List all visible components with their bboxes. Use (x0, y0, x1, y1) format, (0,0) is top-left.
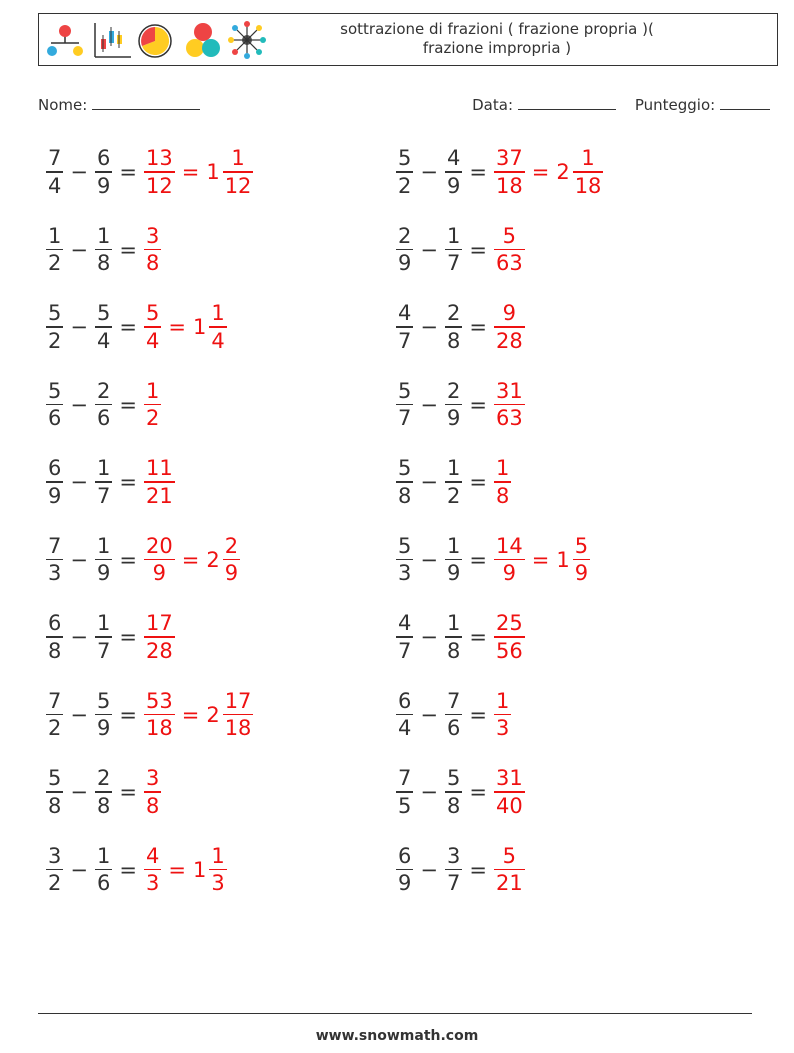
title-line-2: frazione impropria ) (422, 39, 572, 57)
first-denominator: 8 (398, 483, 412, 508)
second-denominator: 8 (96, 251, 111, 276)
minus-sign: − (70, 702, 88, 727)
network-icon (228, 21, 266, 59)
answer-fraction (494, 223, 525, 277)
answer-numerator: 3 (145, 766, 160, 791)
second-denominator: 8 (446, 793, 461, 818)
second-denominator: 9 (446, 406, 461, 431)
first-denominator: 9 (48, 483, 62, 508)
first-numerator: 5 (398, 456, 412, 481)
mixed-numerator: 17 (224, 688, 252, 713)
equals-sign: = (469, 160, 487, 184)
answer-denominator: 28 (495, 328, 523, 353)
first-fraction (396, 145, 413, 199)
second-numerator: 1 (446, 533, 461, 558)
equals-sign: = (469, 315, 487, 339)
score-label: Punteggio: (634, 96, 716, 114)
first-denominator: 5 (398, 793, 412, 818)
second-fraction (95, 455, 112, 509)
problem-item (394, 295, 527, 359)
equals-sign: = (531, 160, 550, 184)
mixed-numerator: 1 (211, 301, 225, 326)
minus-sign: − (70, 857, 88, 882)
second-denominator: 9 (96, 173, 111, 198)
second-numerator: 7 (446, 688, 461, 713)
minus-sign: − (70, 315, 88, 339)
minus-sign: − (420, 702, 438, 727)
second-fraction (445, 300, 462, 354)
second-denominator: 8 (96, 793, 111, 818)
answer-fraction (494, 300, 525, 354)
second-numerator: 2 (96, 766, 111, 791)
first-fraction (46, 688, 63, 742)
mixed-numerator: 1 (231, 146, 245, 171)
first-denominator: 2 (48, 716, 62, 741)
answer-fraction (494, 378, 525, 432)
minus-sign: − (420, 857, 438, 882)
second-fraction (445, 223, 462, 277)
second-numerator: 3 (446, 843, 461, 868)
answer-denominator: 56 (495, 638, 523, 663)
answer-fraction (144, 843, 161, 897)
equals-sign: = (469, 547, 487, 572)
math-logos (43, 19, 283, 61)
equals-sign: = (119, 780, 137, 804)
problem-item (44, 295, 229, 359)
mixed-denominator: 3 (211, 871, 225, 896)
second-fraction (95, 300, 112, 354)
equals-sign: = (168, 857, 186, 882)
mixed-fraction (573, 145, 604, 199)
first-numerator: 5 (398, 533, 412, 558)
answer-numerator: 4 (145, 843, 160, 868)
answer-numerator: 3 (145, 223, 160, 248)
answer-numerator: 20 (145, 533, 173, 558)
date-label: Data: (472, 96, 513, 114)
equals-sign: = (469, 702, 487, 727)
header-box (38, 13, 778, 66)
second-fraction (445, 688, 462, 742)
second-denominator: 8 (446, 328, 461, 353)
score-blank[interactable] (720, 94, 770, 110)
first-denominator: 6 (48, 406, 62, 431)
problem-item (44, 605, 177, 669)
answer-denominator: 21 (495, 871, 523, 896)
first-numerator: 7 (48, 688, 62, 713)
second-denominator: 7 (446, 251, 461, 276)
first-fraction (46, 223, 63, 277)
name-field (38, 94, 200, 114)
first-fraction (396, 610, 413, 664)
problem-item (44, 373, 163, 437)
answer-numerator: 53 (145, 688, 173, 713)
first-fraction (46, 765, 63, 819)
problem-item (44, 838, 229, 902)
equals-sign: = (119, 237, 137, 262)
first-fraction (396, 533, 413, 587)
mixed-whole-number: 2 (206, 702, 220, 727)
mixed-fraction (223, 145, 254, 199)
second-numerator: 1 (446, 611, 461, 636)
first-fraction (396, 688, 413, 742)
answer-denominator: 40 (495, 793, 523, 818)
answer-denominator: 63 (495, 251, 523, 276)
first-numerator: 1 (48, 223, 62, 248)
second-denominator: 6 (446, 716, 461, 741)
mixed-denominator: 4 (211, 328, 225, 353)
answer-denominator: 2 (145, 406, 160, 431)
first-fraction (396, 300, 413, 354)
answer-fraction (494, 610, 525, 664)
first-fraction (396, 378, 413, 432)
answer-denominator: 8 (145, 251, 160, 276)
mixed-whole-number: 1 (192, 857, 207, 882)
second-numerator: 5 (96, 301, 111, 326)
equals-sign: = (469, 470, 487, 494)
answer-fraction (144, 455, 175, 509)
first-denominator: 2 (48, 871, 62, 896)
first-denominator: 2 (48, 251, 62, 276)
equals-sign: = (469, 780, 487, 804)
second-numerator: 1 (96, 611, 111, 636)
answer-fraction (494, 533, 525, 587)
mixed-whole-number: 2 (556, 160, 570, 184)
second-numerator: 1 (446, 456, 461, 481)
mixed-whole-number: 1 (556, 547, 570, 572)
answer-denominator: 3 (495, 716, 510, 741)
first-numerator: 5 (48, 301, 62, 326)
first-denominator: 4 (48, 173, 62, 198)
minus-sign: − (420, 470, 438, 494)
second-denominator: 6 (96, 406, 111, 431)
second-numerator: 2 (446, 378, 461, 403)
second-denominator: 9 (446, 561, 461, 586)
problem-item (44, 140, 255, 204)
second-fraction (445, 533, 462, 587)
minus-sign: − (70, 160, 88, 184)
answer-numerator: 37 (495, 146, 523, 171)
mixed-fraction (223, 533, 240, 587)
answer-numerator: 17 (145, 611, 173, 636)
equals-sign: = (119, 547, 137, 572)
second-fraction (95, 610, 112, 664)
minus-sign: − (70, 547, 88, 572)
first-denominator: 2 (48, 328, 62, 353)
first-fraction (46, 533, 63, 587)
minus-sign: − (70, 470, 88, 494)
second-numerator: 1 (96, 533, 111, 558)
first-numerator: 6 (48, 456, 62, 481)
first-fraction (46, 455, 63, 509)
title-line-1: sottrazione di frazioni ( frazione propria )( (340, 20, 654, 38)
second-numerator: 5 (96, 688, 111, 713)
mixed-fraction (223, 688, 254, 742)
second-numerator: 1 (96, 456, 111, 481)
answer-denominator: 8 (145, 793, 160, 818)
date-blank[interactable] (518, 94, 616, 110)
answer-denominator: 18 (145, 716, 173, 741)
second-denominator: 6 (96, 871, 111, 896)
equals-sign: = (181, 702, 200, 727)
equals-sign: = (119, 857, 137, 882)
first-fraction (396, 765, 413, 819)
minus-sign: − (420, 547, 438, 572)
mixed-denominator: 9 (574, 561, 589, 586)
first-fraction (46, 378, 63, 432)
answer-fraction (144, 533, 175, 587)
answer-numerator: 25 (495, 611, 523, 636)
second-numerator: 1 (446, 223, 461, 248)
second-fraction (95, 843, 112, 897)
equals-sign: = (469, 237, 487, 262)
first-numerator: 5 (398, 378, 412, 403)
minus-sign: − (420, 625, 438, 649)
minus-sign: − (420, 392, 438, 417)
second-denominator: 4 (96, 328, 111, 353)
answer-numerator: 31 (495, 766, 523, 791)
first-numerator: 5 (48, 378, 62, 403)
equals-sign: = (119, 702, 137, 727)
second-denominator: 2 (446, 483, 461, 508)
equals-sign: = (469, 857, 487, 882)
answer-numerator: 31 (495, 378, 523, 403)
footer-divider (38, 1013, 752, 1014)
problem-item (394, 838, 527, 902)
second-fraction (445, 378, 462, 432)
first-denominator: 7 (398, 328, 412, 353)
answer-fraction (494, 688, 511, 742)
first-numerator: 5 (48, 766, 62, 791)
second-fraction (445, 843, 462, 897)
mixed-numerator: 1 (211, 843, 225, 868)
equals-sign: = (469, 625, 487, 649)
second-denominator: 7 (96, 483, 111, 508)
answer-denominator: 4 (145, 328, 160, 353)
first-fraction (46, 610, 63, 664)
first-denominator: 7 (398, 638, 412, 663)
answer-denominator: 9 (152, 561, 167, 586)
first-numerator: 7 (48, 533, 62, 558)
first-denominator: 8 (48, 793, 62, 818)
problem-item (44, 218, 163, 282)
minus-sign: − (420, 315, 438, 339)
mixed-fraction (209, 843, 226, 897)
answer-fraction (144, 378, 161, 432)
name-blank[interactable] (92, 94, 200, 110)
mixed-denominator: 18 (574, 173, 602, 198)
problem-item (394, 683, 513, 747)
footer-url: www.snowmath.com (315, 1028, 479, 1044)
problem-item (394, 140, 605, 204)
answer-fraction (494, 843, 525, 897)
equals-sign: = (181, 547, 200, 572)
answer-numerator: 14 (495, 533, 523, 558)
second-numerator: 5 (446, 766, 461, 791)
second-fraction (95, 688, 112, 742)
answer-fraction (144, 223, 161, 277)
first-numerator: 7 (48, 146, 62, 171)
minus-sign: − (70, 237, 88, 262)
answer-numerator: 5 (502, 223, 517, 248)
first-numerator: 3 (48, 843, 62, 868)
answer-denominator: 63 (495, 406, 523, 431)
second-denominator: 9 (446, 173, 461, 198)
date-score-fields (472, 94, 770, 114)
first-denominator: 8 (48, 638, 62, 663)
first-fraction (46, 843, 63, 897)
answer-numerator: 9 (502, 301, 517, 326)
problem-item (44, 528, 242, 592)
minus-sign: − (420, 160, 438, 184)
second-numerator: 2 (96, 378, 111, 403)
second-numerator: 1 (96, 223, 111, 248)
worksheet-title (307, 20, 687, 58)
second-numerator: 2 (446, 301, 461, 326)
first-numerator: 2 (398, 223, 412, 248)
answer-fraction (144, 145, 175, 199)
answer-numerator: 1 (495, 688, 510, 713)
first-denominator: 3 (48, 561, 62, 586)
answer-numerator: 13 (145, 146, 173, 171)
mixed-whole-number: 1 (192, 315, 207, 339)
answer-numerator: 11 (145, 456, 173, 481)
answer-numerator: 1 (145, 378, 160, 403)
answer-fraction (144, 688, 175, 742)
answer-fraction (144, 300, 161, 354)
equals-sign: = (119, 315, 137, 339)
answer-denominator: 21 (145, 483, 173, 508)
problem-item (394, 605, 527, 669)
answer-denominator: 3 (145, 871, 160, 896)
answer-fraction (494, 765, 525, 819)
second-fraction (95, 145, 112, 199)
first-fraction (46, 300, 63, 354)
mixed-denominator: 12 (224, 173, 252, 198)
problem-item (394, 373, 527, 437)
second-fraction (95, 223, 112, 277)
problem-item (44, 683, 255, 747)
answer-denominator: 28 (145, 638, 173, 663)
equals-sign: = (181, 160, 200, 184)
mixed-fraction (209, 300, 226, 354)
first-numerator: 6 (48, 611, 62, 636)
first-denominator: 2 (398, 173, 412, 198)
minus-sign: − (70, 780, 88, 804)
first-numerator: 4 (398, 611, 412, 636)
problem-item (394, 218, 527, 282)
answer-denominator: 8 (495, 483, 510, 508)
minus-sign: − (420, 237, 438, 262)
equals-sign: = (119, 625, 137, 649)
answer-numerator: 5 (145, 301, 160, 326)
first-denominator: 4 (398, 716, 412, 741)
first-fraction (46, 145, 63, 199)
minus-sign: − (70, 625, 88, 649)
problem-item (394, 450, 513, 514)
first-denominator: 9 (398, 251, 412, 276)
problem-item (44, 450, 177, 514)
first-numerator: 5 (398, 146, 412, 171)
mixed-numerator: 1 (581, 146, 595, 171)
pie-chart-icon (139, 25, 171, 57)
answer-fraction (144, 610, 175, 664)
equals-sign: = (119, 470, 137, 494)
mixed-whole-number: 2 (206, 547, 220, 572)
mixed-denominator: 18 (224, 716, 252, 741)
second-fraction (445, 610, 462, 664)
second-fraction (445, 455, 462, 509)
equals-sign: = (531, 547, 550, 572)
equals-sign: = (119, 160, 137, 184)
answer-numerator: 1 (495, 456, 510, 481)
answer-fraction (144, 765, 161, 819)
mixed-numerator: 2 (224, 533, 239, 558)
second-numerator: 1 (96, 843, 111, 868)
second-fraction (445, 145, 462, 199)
problem-item (394, 760, 527, 824)
second-denominator: 7 (446, 871, 461, 896)
first-fraction (396, 843, 413, 897)
second-fraction (445, 765, 462, 819)
answer-fraction (494, 145, 525, 199)
second-fraction (95, 378, 112, 432)
second-fraction (95, 765, 112, 819)
first-numerator: 6 (398, 843, 412, 868)
first-numerator: 6 (398, 688, 412, 713)
first-fraction (396, 455, 413, 509)
answer-denominator: 18 (495, 173, 523, 198)
answer-denominator: 12 (145, 173, 173, 198)
second-numerator: 4 (446, 146, 461, 171)
problem-item (394, 528, 592, 592)
venn-icon (186, 23, 220, 57)
second-denominator: 9 (96, 716, 111, 741)
second-denominator: 9 (96, 561, 111, 586)
minus-sign: − (70, 392, 88, 417)
answer-fraction (494, 455, 511, 509)
minus-sign: − (420, 780, 438, 804)
mixed-numerator: 5 (574, 533, 589, 558)
mixed-denominator: 9 (224, 561, 239, 586)
equals-sign: = (119, 392, 137, 417)
first-fraction (396, 223, 413, 277)
equals-sign: = (168, 315, 186, 339)
answer-numerator: 5 (502, 843, 517, 868)
mixed-whole-number: 1 (206, 160, 220, 184)
first-denominator: 9 (398, 871, 412, 896)
candlestick-chart-icon (95, 23, 131, 57)
tree-icon (47, 25, 83, 56)
problem-item (44, 760, 163, 824)
first-numerator: 7 (398, 766, 412, 791)
info-row (38, 94, 770, 116)
first-numerator: 4 (398, 301, 412, 326)
second-denominator: 7 (96, 638, 111, 663)
second-numerator: 6 (96, 146, 111, 171)
equals-sign: = (469, 392, 487, 417)
first-denominator: 7 (398, 406, 412, 431)
second-fraction (95, 533, 112, 587)
name-label: Nome: (38, 96, 88, 114)
answer-denominator: 9 (502, 561, 517, 586)
first-denominator: 3 (398, 561, 412, 586)
second-denominator: 8 (446, 638, 461, 663)
mixed-fraction (573, 533, 590, 587)
